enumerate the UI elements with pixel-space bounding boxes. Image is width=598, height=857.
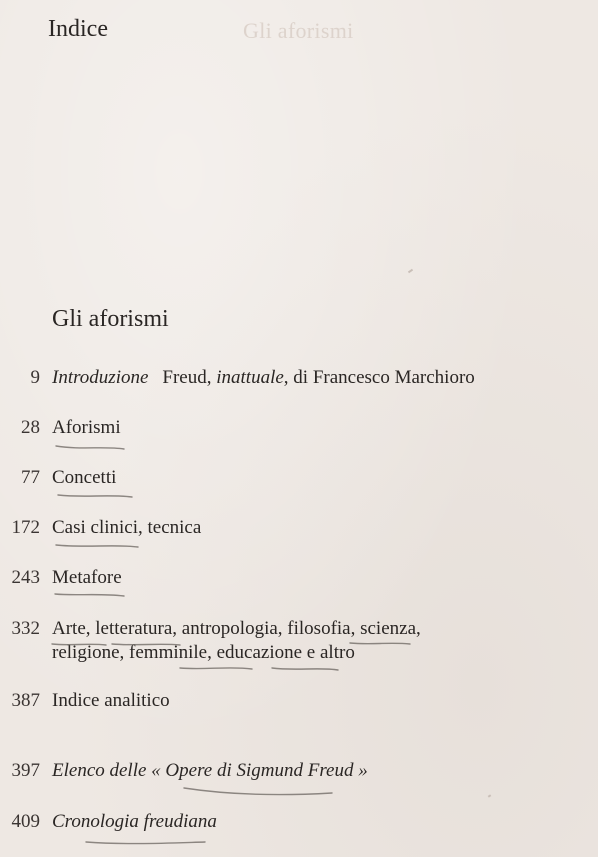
- underline-metafore: [55, 594, 124, 596]
- underline-opere: [184, 788, 332, 795]
- entry-title-line-1: Arte, letteratura, antropologia, filosofia, scienza,: [52, 618, 421, 639]
- entry-title: Cronologia freudiana: [52, 811, 217, 832]
- section-title: Gli aforismi: [52, 306, 169, 332]
- page-number: 409: [11, 811, 40, 832]
- underline-femminile: [180, 668, 252, 669]
- entry-title: Casi clinici, tecnica: [52, 517, 202, 538]
- show-through-text: Gli aforismi: [243, 18, 354, 43]
- entry-title: Indice analitico: [52, 690, 170, 711]
- underline-educazione: [272, 668, 338, 670]
- page-title: Indice: [48, 16, 108, 42]
- underline-aforismi: [56, 446, 124, 449]
- page-number: 397: [11, 760, 40, 781]
- entry-subtitle-italic: inattuale: [216, 367, 284, 388]
- page-number: 172: [11, 517, 40, 538]
- entry-title-line-2: religione, femminile, educazione e altro: [52, 642, 355, 663]
- underline-cronologia: [86, 842, 205, 844]
- underline-casi-clinici: [56, 545, 138, 547]
- page-number: 9: [30, 367, 40, 388]
- entry-title: Elenco delle « Opere di Sigmund Freud »: [52, 760, 368, 781]
- entry-title: [52, 366, 592, 390]
- page-number: 387: [11, 690, 40, 711]
- entry-subtitle-b: , di Francesco Marchioro: [283, 367, 475, 388]
- page-number: 332: [11, 618, 40, 639]
- entry-title: Concetti: [52, 467, 117, 488]
- paper-speck: [408, 269, 413, 274]
- entry-label: Introduzione: [52, 367, 149, 388]
- page-number: 28: [21, 417, 40, 438]
- entry-title: Metafore: [52, 567, 122, 588]
- entry-subtitle-a: Freud,: [162, 367, 217, 388]
- paper-speck: [488, 794, 492, 797]
- page-number: 77: [21, 467, 40, 488]
- underline-concetti: [58, 495, 132, 497]
- page-number: 243: [11, 567, 40, 588]
- entry-title: Aforismi: [52, 417, 121, 438]
